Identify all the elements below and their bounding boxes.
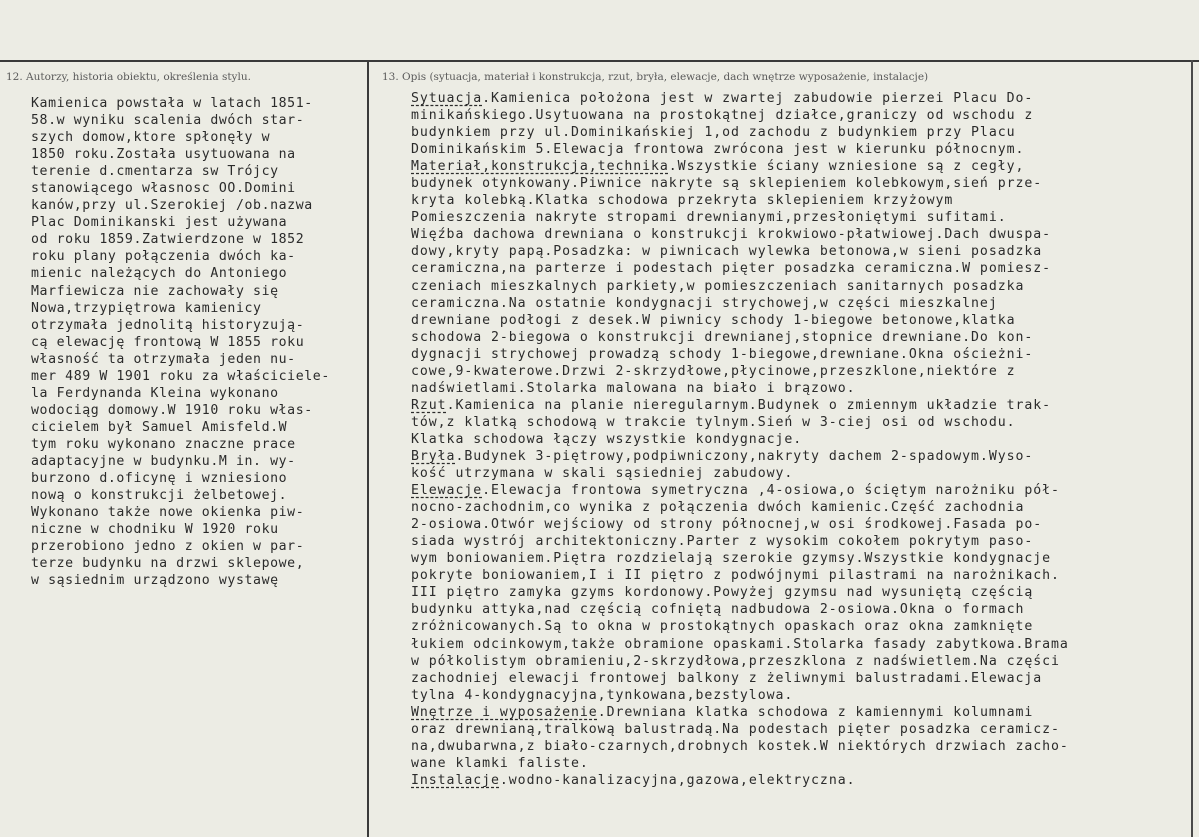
subsection-heading: Sytuacja — [411, 91, 483, 106]
description-line — [411, 772, 1181, 789]
description-line — [411, 482, 1181, 499]
description-text: nocno-zachodnim,co wynika z połączenia dwóch kamienic.Część zachodnia — [411, 500, 1025, 516]
description-text: łukiem odcinkowym,także obramione opaskami.Stolarka fasady zabytkowa.Brama — [411, 636, 1069, 652]
description-line — [411, 295, 1181, 312]
history-line: Plac Dominikanski jest używana — [31, 215, 288, 231]
description-text: tylna 4-kondygnacyjna,tynkowana,bezstylowa. — [411, 687, 794, 703]
description-text: .Kamienica na planie nieregularnym.Budynek o zmiennym układzie trak- — [446, 397, 1052, 413]
section-12-label: 12. Autorzy, historia obiektu, określenia stylu. — [6, 71, 251, 83]
description-line — [411, 363, 1181, 380]
description-text: .Kamienica położona jest w zwartej zabudowie pierzei Placu Do- — [482, 91, 1034, 106]
description-text: 2-osiowa.Otwór wejściowy od strony północnej,w osi środkowej.Fasada po- — [411, 517, 1043, 533]
description-text: dowy,kryty papą.Posadzka: w piwnicach wylewka betonowa,w sieni posadzka — [411, 244, 1043, 260]
description-text: minikańskiego.Usytuowana na prostokątnej działce,graniczy od wschodu z — [411, 108, 1034, 124]
description-line — [411, 124, 1181, 141]
description-text: Więźba dachowa drewniana o konstrukcji krokwiowo-płatwiowej.Dach dwuspa- — [411, 227, 1052, 243]
description-line — [411, 431, 1181, 448]
description-line — [411, 414, 1181, 431]
history-line: 58.w wyniku scalenia dwóch star- — [31, 113, 305, 129]
history-line: mer 489 W 1901 roku za właściciele- — [31, 368, 330, 384]
description-text: budynek otynkowany.Piwnice nakryte są sklepieniem kolebkowym,sień prze- — [411, 176, 1043, 192]
history-line: terenie d.cmentarza sw Trójcy — [31, 164, 279, 180]
history-line: cicielem był Samuel Amisfeld.W — [31, 419, 288, 435]
description-line — [411, 738, 1181, 755]
description-text: kryta kolebką.Klatka schodowa przekryta sklepieniem krzyżowym — [411, 193, 954, 209]
description-text: .Budynek 3-piętrowy,podpiwniczony,nakryty dachem 2-spadowym.Wyso- — [455, 448, 1034, 464]
description-line — [411, 533, 1181, 550]
description-text: .Elewacja frontowa symetryczna ,4-osiowa,o ściętym narożniku pół- — [482, 483, 1060, 499]
description-text: oraz drewnianą,tralkową balustradą.Na podestach pięter posadzka ceramicz- — [411, 721, 1060, 737]
description-line — [411, 636, 1181, 653]
description-text: w półkolistym obramieniu,2-skrzydłowa,przeszklona z nadświetlem.Na części — [411, 653, 1060, 669]
description-line — [411, 550, 1181, 567]
description-text: Pomieszczenia nakryte stropami drewnianymi,przesłoniętymi sufitami. — [411, 210, 1007, 226]
description-line — [411, 704, 1181, 721]
history-line: terze budynku na drzwi sklepowe, — [31, 556, 305, 572]
description-line — [411, 670, 1181, 687]
description-text: dygnacji strychowej prowadzą schody 1-biegowe,drewniane.Okna ościeżni- — [411, 346, 1034, 362]
description-text: wym boniowaniem.Piętra rozdzielają szerokie gzymsy.Wszystkie kondygnacje — [411, 551, 1052, 567]
history-line: w sąsiednim urządzono wystawę — [31, 573, 279, 589]
description-text: drewniane podłogi z desek.W piwnicy schody 1-biegowe betonowe,klatka — [411, 312, 1016, 328]
description-text: siada wystrój architektoniczny.Parter z wysokim cokołem pokrytym paso- — [411, 534, 1034, 550]
description-text: Dominikańskim 5.Elewacja frontowa zwrócona jest w kierunku północnym. — [411, 142, 1025, 158]
history-line: stanowiącego własnosc OO.Domini — [31, 181, 296, 197]
description-line — [411, 90, 1181, 107]
description-text: III piętro zamyka gzyms kordonowy.Powyżej gzymsu nad wysuniętą częścią — [411, 585, 1034, 601]
description-line — [411, 346, 1181, 363]
description-text: Klatka schodowa łączy wszystkie kondygnacje. — [411, 431, 803, 447]
history-line: la Ferdynanda Kleina wykonano — [31, 385, 279, 401]
description-text: zachodniej elewacji frontowej balkony z żeliwnymi balustradami.Elewacja — [411, 670, 1043, 686]
description-text: tów,z klatką schodową w trakcie tylnym.Sień w 3-ciej osi od wschodu. — [411, 414, 1016, 430]
section-13-label: 13. Opis (sytuacja, materiał i konstrukcja, rzut, bryła, elewacje, dach wnętrze wyposażenie, instalacje) — [382, 71, 929, 83]
subsection-heading: Wnętrze i wyposażenie — [411, 704, 598, 720]
description-text: .wodno-kanalizacyjna,gazowa,elektryczna. — [499, 772, 856, 788]
description-line — [411, 312, 1181, 329]
description-line — [411, 209, 1181, 226]
history-line: wodociąg domowy.W 1910 roku włas- — [31, 402, 313, 418]
description-line — [411, 158, 1181, 175]
description-line — [411, 397, 1181, 414]
description-line — [411, 618, 1181, 635]
description-text: nadświetlami.Stolarka malowana na biało i brązowo. — [411, 380, 856, 396]
description-text-block — [411, 90, 1181, 789]
history-line: 1850 roku.Została usytuowana na — [31, 147, 296, 163]
history-line: Marfiewicza nie zachowały się — [31, 283, 279, 299]
description-text: czeniach mieszkalnych parkiety,w pomieszczeniach sanitarnych posadzka — [411, 278, 1025, 294]
description-text: budynku attyka,nad częścią cofniętą nadbudowa 2-osiowa.Okna o formach — [411, 602, 1025, 618]
description-line — [411, 175, 1181, 192]
description-line — [411, 567, 1181, 584]
history-line: od roku 1859.Zatwierdzone w 1852 — [31, 232, 305, 248]
description-line — [411, 448, 1181, 465]
description-text: budynkiem przy ul.Dominikańskiej 1,od zachodu z budynkiem przy Placu — [411, 125, 1016, 141]
subsection-heading: Elewacje — [411, 483, 483, 499]
history-line: kanów,przy ul.Szerokiej /ob.nazwa — [31, 198, 313, 214]
right-border — [1191, 60, 1193, 837]
description-text: schodowa 2-biegowa o konstrukcji drewnianej,stopnice drewniane.Do kon- — [411, 329, 1034, 345]
description-line — [411, 260, 1181, 277]
description-text: na,dwubarwna,z biało-czarnych,drobnych kostek.W niektórych drzwiach zacho- — [411, 738, 1069, 754]
description-line — [411, 380, 1181, 397]
history-line: szych domow,ktore spłonęły w — [31, 130, 271, 146]
history-line: adaptacyjne w budynku.M in. wy- — [31, 453, 296, 469]
description-line — [411, 141, 1181, 158]
description-text: wane klamki faliste. — [411, 755, 589, 771]
history-line: przerobiono jedno z okien w par- — [31, 539, 305, 555]
description-line — [411, 243, 1181, 260]
description-line — [411, 584, 1181, 601]
description-text: .Wszystkie ściany wzniesione są z cegły, — [668, 159, 1025, 175]
description-line — [411, 107, 1181, 124]
history-line: własność ta otrzymała jeden nu- — [31, 351, 296, 367]
subsection-heading: Bryła — [411, 448, 456, 464]
history-line: Wykonano także nowe okienka piw- — [31, 505, 305, 521]
history-line: nową o konstrukcji żelbetowej. — [31, 488, 288, 504]
top-rule — [0, 60, 1199, 62]
subsection-heading: Materiał,konstrukcja,technika — [411, 159, 669, 175]
history-line: burzono d.oficynę i wzniesiono — [31, 471, 288, 487]
description-line — [411, 329, 1181, 346]
description-text: kość utrzymana w skali sąsiedniej zabudowy. — [411, 466, 794, 482]
history-line: cą elewację frontową W 1855 roku — [31, 334, 305, 350]
history-line: otrzymała jednolitą historyzują- — [31, 317, 305, 333]
description-line — [411, 226, 1181, 243]
description-text: cowe,9-kwaterowe.Drzwi 2-skrzydłowe,płycinowe,przeszklone,niektóre z — [411, 363, 1016, 379]
history-line: mienic należących do Antoniego — [31, 266, 288, 282]
description-text: .Drewniana klatka schodowa z kamiennymi kolumnami — [597, 704, 1034, 720]
description-text: ceramiczna.Na ostatnie kondygnacji strychowej,w części mieszkalnej — [411, 295, 998, 311]
history-line: niczne w chodniku W 1920 roku — [31, 522, 279, 538]
description-line — [411, 653, 1181, 670]
history-line: roku plany połączenia dwóch ka- — [31, 249, 296, 265]
history-text-block — [31, 95, 365, 589]
column-divider — [367, 60, 369, 837]
description-line — [411, 601, 1181, 618]
description-line — [411, 499, 1181, 516]
description-text: zróżnicowanych.Są to okna w prostokątnych opaskach oraz okna zamknięte — [411, 619, 1034, 635]
description-line — [411, 687, 1181, 704]
subsection-heading: Instalacje — [411, 772, 500, 788]
description-line — [411, 465, 1181, 482]
description-line — [411, 192, 1181, 209]
subsection-heading: Rzut — [411, 397, 447, 413]
description-line — [411, 516, 1181, 533]
history-line: Nowa,trzypiętrowa kamienicy — [31, 300, 262, 316]
description-line — [411, 755, 1181, 772]
description-line — [411, 278, 1181, 295]
description-line — [411, 721, 1181, 738]
history-line: tym roku wykonano znaczne prace — [31, 436, 296, 452]
description-text: ceramiczna,na parterze i podestach pięter posadzka ceramiczna.W pomiesz- — [411, 261, 1052, 277]
description-text: pokryte boniowaniem,I i II piętro z podwójnymi pilastrami na narożnikach. — [411, 568, 1060, 584]
history-line: Kamienica powstała w latach 1851- — [31, 96, 313, 111]
